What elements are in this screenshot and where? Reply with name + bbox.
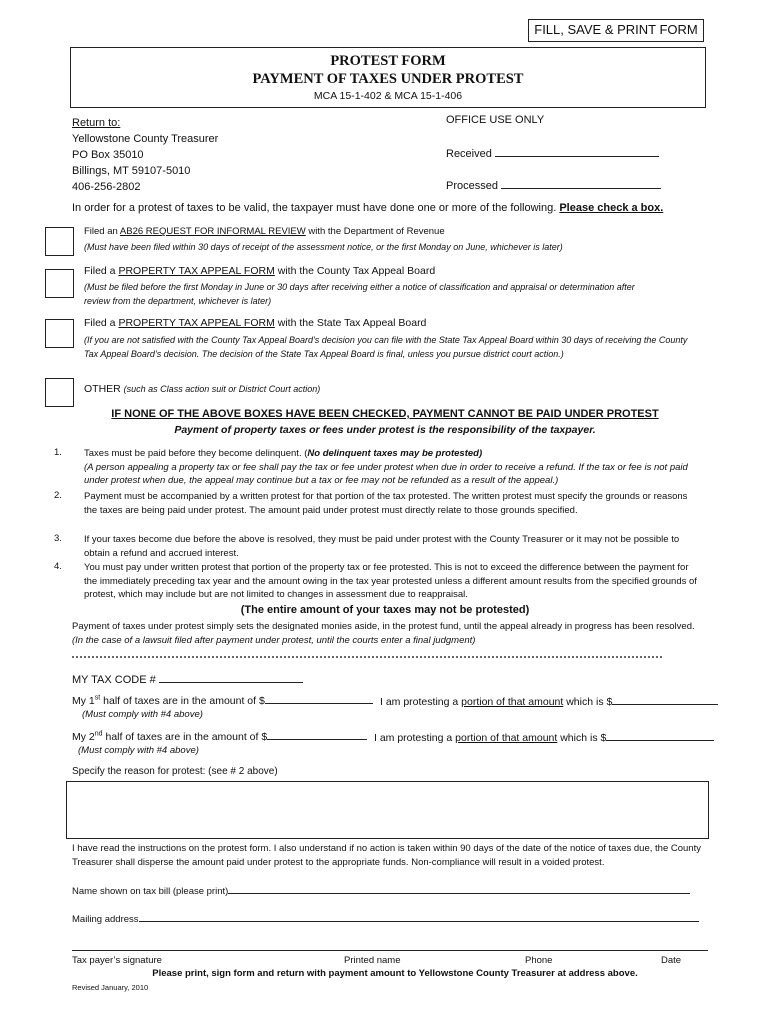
reason-label: Specify the reason for protest: (see # 2 above)	[72, 766, 278, 777]
option-ab26-label	[84, 226, 445, 237]
reason-textarea[interactable]	[66, 781, 709, 839]
received-label: Received	[446, 148, 492, 160]
option-state-note: (If you are not satisfied with the County Tax Appeal Board’s decision you can file with the State Tax Appeal Board within 30 days of receiving the County Tax Appeal Board’s decision. The decision of the State Tax Appeal Board is final, unless you pursue district court action.)	[84, 335, 688, 359]
fill-save-print-button[interactable]: FILL, SAVE & PRINT FORM	[528, 19, 704, 42]
rule-text: Taxes must be paid before they become delinquent. (	[84, 448, 308, 459]
county-appeal-link[interactable]: PROPERTY TAX APPEAL FORM	[118, 265, 275, 277]
dotted-divider	[72, 656, 662, 658]
intro-body: In order for a protest of taxes to be valid, the taxpayer must have done one or more of the following.	[72, 202, 557, 214]
tax-code-label: MY TAX CODE #	[72, 674, 156, 686]
first-half-note: (Must comply with #4 above)	[82, 709, 203, 720]
return-address	[72, 115, 218, 195]
warning-heading: IF NONE OF THE ABOVE BOXES HAVE BEEN CHECKED, PAYMENT CANNOT BE PAID UNDER PROTEST	[111, 408, 659, 420]
option-post: with the Department of Revenue	[305, 226, 445, 237]
option-post: with the State Tax Appeal Board	[274, 317, 427, 329]
option-other-note: (such as Class action suit or District Court action)	[123, 384, 321, 394]
footer-instruction: Please print, sign form and return with payment amount to Yellowstone County Treasurer at address above.	[152, 968, 638, 979]
first-half-row	[72, 693, 373, 707]
rule-extra: (A person appealing a property tax or fee shall pay the tax or fee under protest when due in order to receive a refund. If the tax or fee is not paid under protest when due, the appeal may continue but a tax or fee may not be refunded as a result of the appeal.)	[84, 461, 688, 486]
option-state-label	[84, 317, 426, 329]
half-pre: My 2	[72, 731, 95, 743]
rule-1	[84, 447, 704, 488]
half-pre: My 1	[72, 695, 95, 707]
name-field[interactable]	[72, 884, 690, 897]
office-use-title: OFFICE USE ONLY	[446, 114, 545, 126]
option-county-label	[84, 265, 435, 277]
protest-label: I am protesting a	[380, 696, 459, 708]
printed-name-label: Printed name	[344, 955, 401, 966]
fund-text: Payment of taxes under protest simply sets the designated monies aside, in the protest fund, until the appeal already in progress has been resolved.	[72, 621, 695, 632]
option-post: with the County Tax Appeal Board	[274, 265, 436, 277]
address-label: Mailing address	[72, 914, 139, 925]
date-label: Date	[661, 955, 682, 966]
checkbox-ab26[interactable]	[45, 227, 74, 256]
intro-text	[72, 202, 663, 214]
rule-2: Payment must be accompanied by a written protest for that portion of the tax protested. The written protest must specify the grounds or reasons the taxes are being paid under protest. The amount paid under protest must directly relate to those grounds specified.	[84, 491, 688, 516]
received-field[interactable]	[446, 146, 659, 160]
title-box	[70, 47, 706, 108]
state-appeal-link[interactable]: PROPERTY TAX APPEAL FORM	[118, 317, 275, 329]
protest-label: I am protesting a	[374, 732, 453, 744]
option-other-label	[84, 383, 320, 395]
second-half-row	[72, 729, 367, 743]
option-pre: Filed a	[84, 317, 119, 329]
rule-4: You must pay under written protest that portion of the property tax or fee protested. This is not to exceed the difference between the payment for the immediately preceding tax year and the amount owing in the tax year protested unless a different amount results from the specified grounds of protest, which may include but are not limited to changes in assessment due to reappraisal.	[84, 562, 697, 600]
return-to-label: Return to:	[72, 117, 121, 129]
ordinal: st	[94, 694, 101, 702]
form-subtitle: PAYMENT OF TAXES UNDER PROTEST	[252, 71, 524, 87]
return-line: Billings, MT 59107-5010	[72, 165, 191, 177]
return-line: PO Box 35010	[72, 149, 144, 161]
ordinal: nd	[94, 730, 103, 738]
checkbox-state-appeal[interactable]	[45, 319, 74, 348]
acknowledgement: I have read the instructions on the protest form. I also understand if no action is taken within 90 days of the date of the notice of taxes due, the County Treasurer shall disperse the amount paid under protest to the appropriate funds. Non-compliance will result in a voided protest.	[72, 843, 701, 868]
address-field[interactable]	[72, 912, 699, 925]
option-county-note: (Must be filed before the first Monday in June or 30 days after receiving either a notice of classification and appraisal or determination after review from the department, whichever is later)	[84, 282, 635, 306]
form-title: PROTEST FORM	[330, 53, 446, 69]
checkbox-county-appeal[interactable]	[45, 269, 74, 298]
checkbox-other[interactable]	[45, 378, 74, 407]
rule-bold: No delinquent taxes may be protested)	[307, 448, 483, 459]
rule-number: 2.	[54, 490, 62, 501]
warning-sub: Payment of property taxes or fees under protest is the responsibility of the taxpayer.	[174, 424, 596, 436]
which-label: which is $	[566, 696, 613, 708]
which-label: which is $	[560, 732, 607, 744]
option-pre: Filed a	[84, 265, 119, 277]
half-post: half of taxes are in the amount of $	[102, 731, 268, 743]
ab26-link[interactable]: AB26 REQUEST FOR INFORMAL REVIEW	[119, 226, 306, 237]
signature-label: Tax payer’s signature	[72, 955, 162, 966]
rule-number: 1.	[54, 447, 62, 458]
name-label: Name shown on tax bill (please print)	[72, 886, 229, 897]
first-half-amount-input[interactable]	[265, 693, 373, 704]
phone-label: Phone	[525, 955, 553, 966]
processed-label: Processed	[446, 180, 498, 192]
half-post: half of taxes are in the amount of $	[100, 695, 265, 707]
entire-amount-note: (The entire amount of your taxes may not be protested)	[240, 604, 530, 616]
fund-italic: (In the case of a lawsuit filed after payment under protest, until the courts enter a final judgment)	[72, 635, 476, 646]
return-line: 406-256-2802	[72, 181, 141, 193]
portion-label: portion of that amount	[455, 732, 558, 744]
rule-number: 3.	[54, 533, 62, 544]
first-half-protest	[380, 694, 718, 708]
statute-ref: MCA 15-1-402 & MCA 15-1-406	[313, 90, 463, 102]
return-line: Yellowstone County Treasurer	[72, 133, 219, 145]
tax-code-field[interactable]	[72, 672, 303, 686]
option-pre: OTHER	[84, 383, 124, 395]
processed-field[interactable]	[446, 178, 661, 192]
intro-emphasis: Please check a box.	[559, 202, 664, 214]
second-half-protest-input[interactable]	[606, 730, 714, 741]
option-ab26-note: (Must have been filed within 30 days of receipt of the assessment notice, or the first Monday on June, whichever is later)	[84, 242, 563, 252]
second-half-amount-input[interactable]	[267, 729, 367, 740]
portion-label: portion of that amount	[461, 696, 564, 708]
second-half-protest	[374, 730, 714, 744]
rule-number: 4.	[54, 561, 62, 572]
option-pre: Filed an	[84, 226, 120, 237]
revised-date: Revised January, 2010	[72, 983, 149, 992]
first-half-protest-input[interactable]	[612, 694, 718, 705]
second-half-note: (Must comply with #4 above)	[78, 745, 199, 756]
rule-3: If your taxes become due before the above is resolved, they must be paid under protest with the County Treasurer or it may not be possible to obtain a refund and accrued interest.	[84, 534, 680, 559]
fund-paragraph	[72, 620, 702, 648]
signature-line[interactable]	[72, 950, 708, 951]
